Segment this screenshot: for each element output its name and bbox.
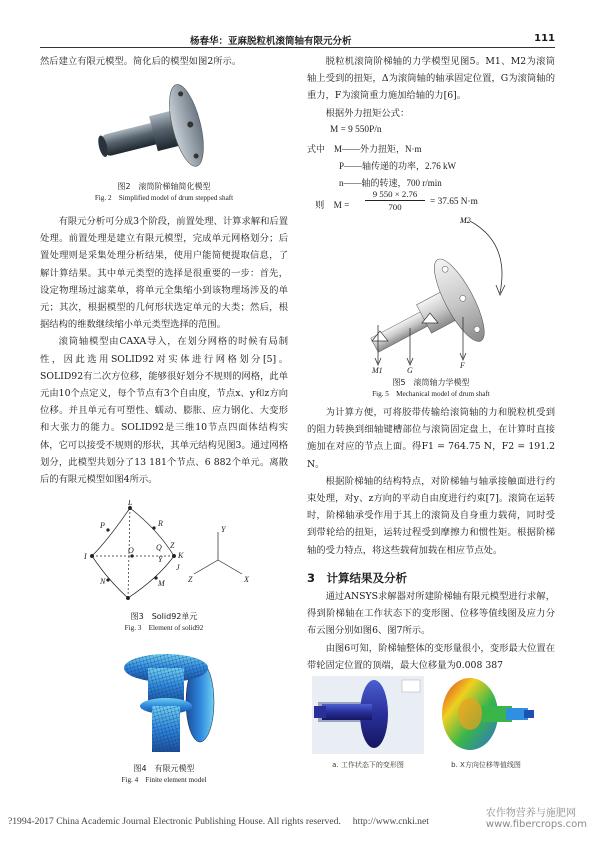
section-heading: 3 计算结果及分析 [307,571,408,585]
fig3-label: J [176,563,180,572]
fig5-label-m1: M1 [372,366,383,373]
left-column-top [40,53,288,70]
paragraph: 脱粒机滚筒阶梯轴的力学模型见图5。M1、M2为滚筒轴上受到的扭矩，Δ为滚筒轴的轴承固定位置，G为滚筒轴的重力，F为滚筒重力施加给轴的力[6]。 [307,56,555,102]
fig3-label: L [128,500,133,507]
right-column-top [307,53,555,122]
fraction-bar [365,200,425,201]
figure-6a-caption: a. 工作状态下的变形图 [332,761,404,769]
fig5-label-m2: M2 [460,216,471,225]
fig3-axis-label: Y [221,525,226,534]
paragraph: 滚筒轴模型由CAXA导入，在划分网格的时候有局制性，因此选用SOLID92对实体进行网格划分[5]。SOLID92有二次方位移，能够很好划分不规则的网格，此单元由10个点定义，每个节点有3个自由度，节点x、y和z方向位移。并且单元有可塑性、蠕动、膨胀、应力钢化、大变形和大张力的能力。SOLID92是三维10节点四面体结构实体，它可以接受不规则的形状，其单元结构见图3。通过网格划分，此模型共划分了13 181个节点、6 882个单元。离散后的有限元模型如图4所示。 [40,336,288,486]
where-line: n——轴的转速，700 r/min [339,178,442,188]
fig5-label-g: G [407,366,413,373]
figure-6b-caption: b. X方向位移等值线图 [451,761,521,769]
fig3-label: O [128,546,134,555]
figure-3-caption [40,611,288,634]
paragraph: 根据外力扭矩公式： [325,107,410,119]
caption-cn: 图4 有限元模型 [133,764,195,773]
paragraph: 为计算方便，可将胶带传输给滚筒轴的力和脱粒机受到的阻力转换到细轴键槽部位与滚筒固定盘上，在计算时直接施加在对应的节点上面。得F1 = 764.75 N，F2 = 191.2 N。 [307,407,555,470]
figure-5-caption [307,377,555,400]
caption-en: Fig. 3 Element of solid92 [124,624,204,632]
equation-2-rhs: = 37.65 N·m [430,197,478,207]
right-column-results [307,588,555,674]
running-header [40,33,555,47]
figure-2-caption [40,181,288,204]
fig5-label-f: F [460,361,465,370]
fig3-label: I [84,552,87,561]
figure-5-mechanical-model [350,213,520,373]
equation-2-lhs: 则 M = [315,201,350,211]
caption-en: Fig. 4 Finite element model [121,776,207,784]
running-title: 杨春华：亚麻脱粒机滚筒轴有限元分析 [190,36,352,47]
figure-3-element-diagram [78,500,258,606]
fig3-label: N [100,577,106,586]
paragraph: 由图6可知，阶梯轴整体的变形量很小，变形最大位置在带轮固定位置的顶端，最大位移量为0.008 387 [307,642,555,671]
fig3-label: R [158,519,163,528]
paragraph: 有限元分析可分成3个阶段，前置处理、计算求解和后置处理。前置处理是建立有限元模型，完成单元网格划分；后置处理则是采集处理分析结果，使用户能简便提取信息，了解计算结果。其中单元类型的选择是很重要的一步：首先，设定物理场过滤菜单，将单元全集缩小到该物理场涉及的单元；其次，根据模型的几何形状选定单元的大类；然后，根据结构的维数继续缩小单元类型选择的范围。 [40,216,288,331]
caption-cn: 图5 滚筒轴力学模型 [392,378,470,387]
fig3-label: Q [156,543,162,552]
caption-en: Fig. 2 Simplified model of drum stepped shaft [94,194,234,202]
paragraph: 然后建立有限元模型。简化后的模型如图2所示。 [40,56,242,67]
equation-2-numerator: 9 550 × 2.76 [372,189,418,199]
equation-1: M = 9 550P/n [330,125,382,135]
where-line: P——轴传递的功率，2.76 kW [339,161,457,171]
caption-cn: 图2 滚筒阶梯轴简化模型 [117,182,211,191]
watermark-line-2: www.fibercrops.com [485,819,587,830]
equation-2-denominator: 700 [388,202,402,212]
paragraph: 根据阶梯轴的结构特点，对阶梯轴与轴承接触面进行约束处理，对y、z方向的平动自由度进行约束[7]。滚筒在运转时，阶梯轴承受作用于其上的滚筒及自身重力载荷，同时受到带轮给的扭矩，运转过程受到摩擦力和惯性矩。根据阶梯轴的受力特点，将这些载荷加载在相应节点处。 [307,475,555,556]
fig3-label: K [178,551,184,560]
header-rule [40,47,555,48]
paragraph: 通过ANSYS求解器对所建阶梯轴有限元模型进行求解，得到阶梯轴在工作状态下的变形图、位移等值线图及应力分布云图分别如图6、图7所示。 [307,591,555,637]
caption-en: Fig. 5 Mechanical model of drum shaft [372,390,490,398]
fig3-label: M [158,579,165,588]
page-number: 111 [534,33,555,44]
caption-cn: 图3 Solid92单元 [130,612,198,621]
figure-4-mesh-image [96,648,236,756]
figure-4-caption [40,763,288,786]
figure-6a-deformation-image [312,676,424,754]
fig3-axis-label: X [244,575,249,584]
copyright-footer: ?1994-2017 China Academic Journal Electronic Publishing House. All rights reserved. http://www.cnki.net [8,816,429,827]
left-column-body [40,213,288,488]
watermark-line-1: 农作物营养与施肥网 [485,808,576,819]
figure-2-shaft-image [95,76,225,174]
figure-6b-displacement-image [436,674,536,754]
fig3-label: Y [158,555,163,564]
fig3-axis-label: Z [188,575,193,584]
watermark [486,808,587,830]
fig3-label: Z [170,541,175,550]
where-line: 式中 M——外力扭矩，N·m [307,144,422,154]
right-column-body [307,404,555,559]
fig3-label: P [100,521,105,530]
